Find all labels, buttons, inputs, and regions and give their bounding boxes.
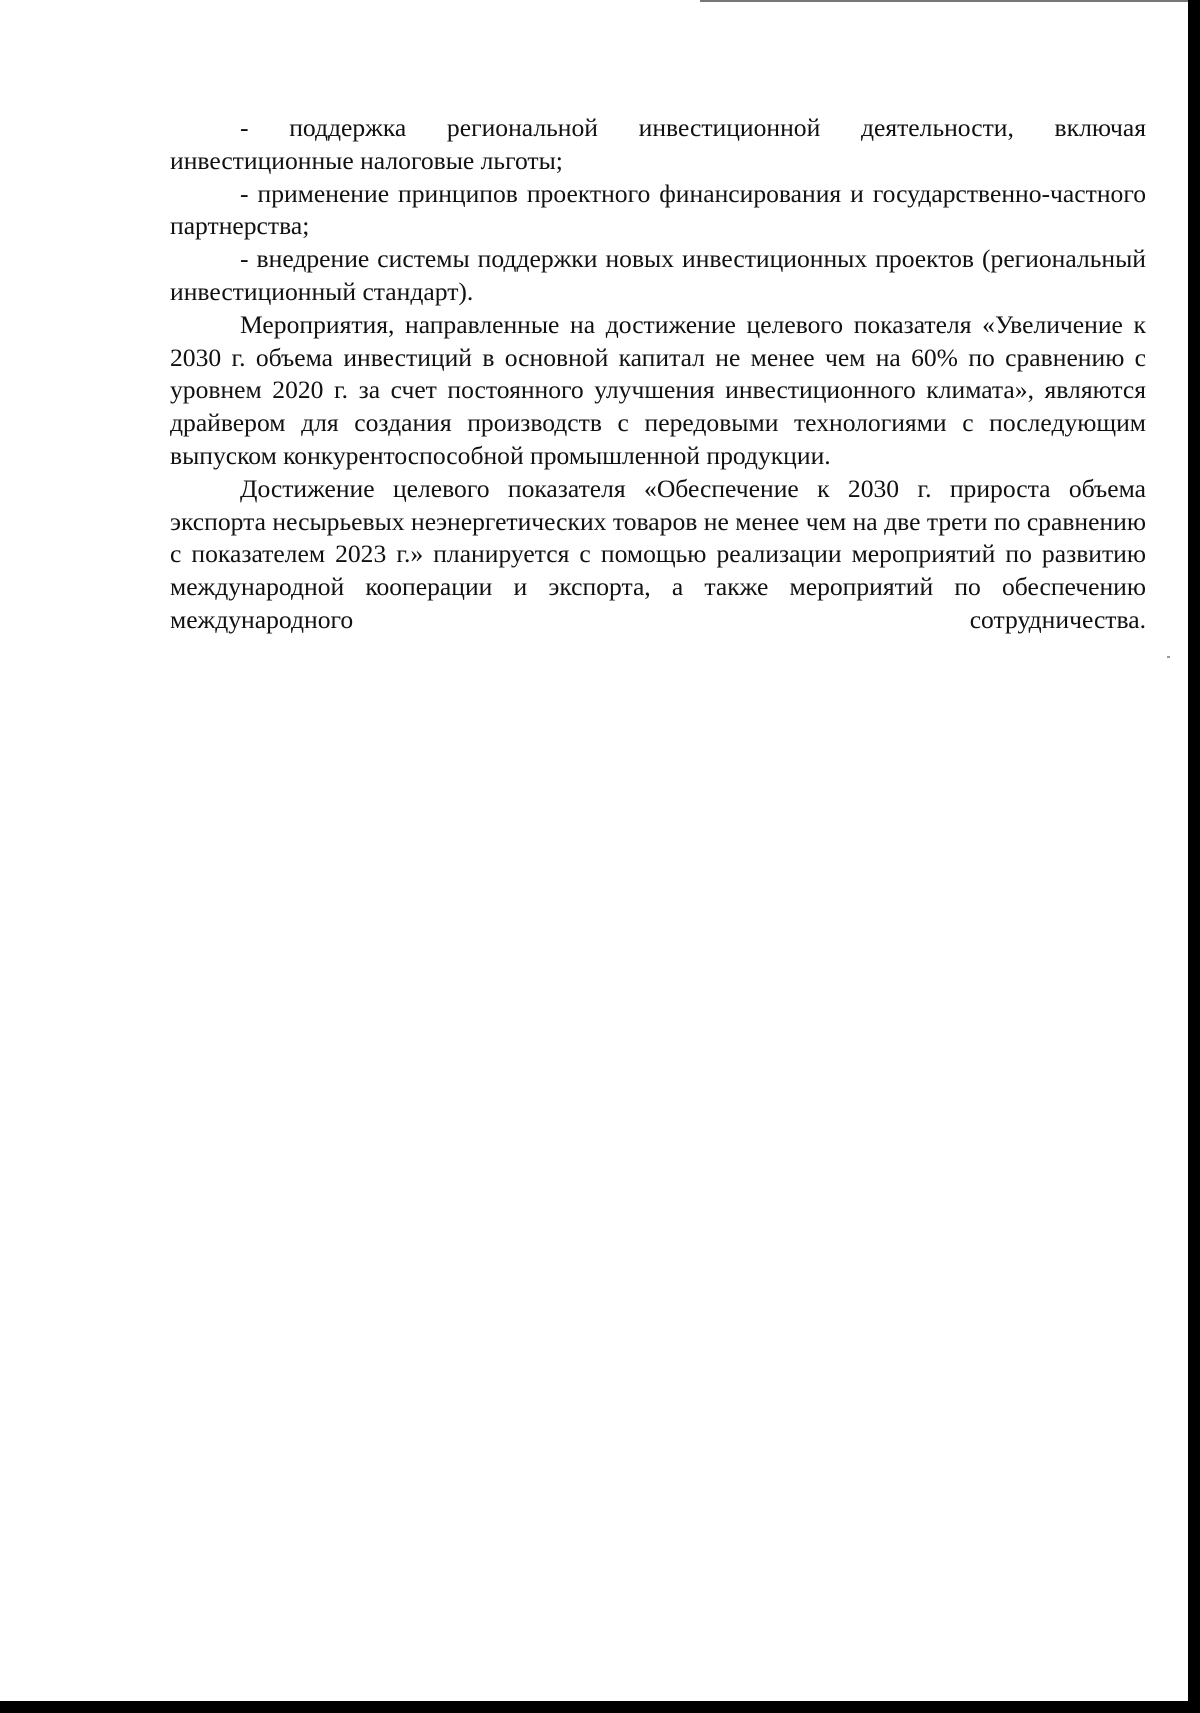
paragraph-bullet-project-financing: - применение принципов проектного финансирования и государственно-частного партнерства;	[170, 178, 1146, 241]
paragraph-investment-target: Мероприятия, направленные на достижение целевого показателя «Увеличение к 2030 г. объема инвестиций в основной капитал не менее чем на 60% по сравнению с уровнем 2020 г. за счет постоянного улучшения инвестиционного климата», являются драйвером для создания производств с передовыми технологиями с последующим выпуском конкурентоспособной промышленной продукции.	[170, 309, 1146, 470]
scan-speck	[1167, 656, 1170, 658]
document-body	[170, 112, 1146, 637]
paragraph-bullet-investment-standard: - внедрение системы поддержки новых инвестиционных проектов (региональный инвестиционный стандарт).	[170, 244, 1146, 306]
scan-right-edge	[1188, 0, 1200, 1713]
paragraph-export-target: Достижение целевого показателя «Обеспечение к 2030 г. прироста объема экспорта несырьевых неэнергетических товаров не менее чем на две трети по сравнению с показателем 2023 г.» планируется с помощью реализации мероприятий по развитию международной кооперации и экспорта, а также мероприятий по обеспечению международного сотрудничества.	[170, 473, 1146, 634]
scan-top-line	[700, 0, 1190, 2]
scan-bottom-edge	[0, 1701, 1200, 1713]
paragraph-bullet-investment-support: - поддержка региональной инвестиционной деятельности, включая инвестиционные налоговые льготы;	[170, 113, 1146, 175]
